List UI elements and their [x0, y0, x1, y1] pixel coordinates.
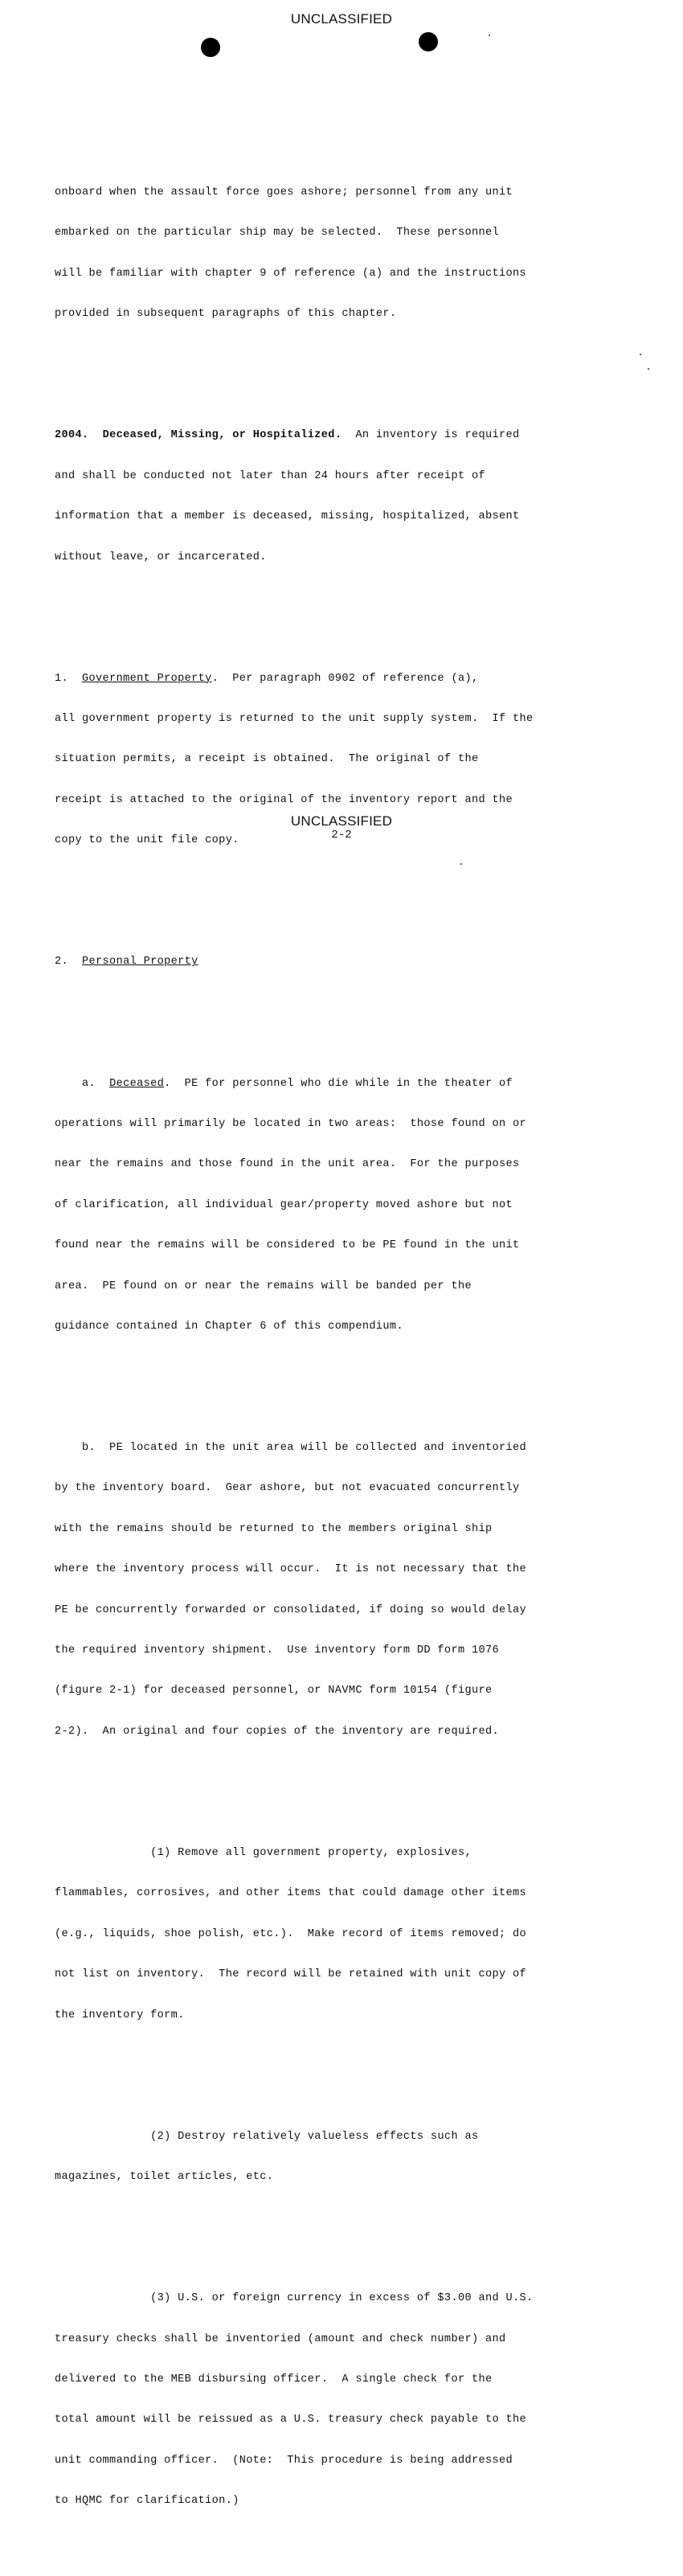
text-line: with the remains should be returned to the members original ship — [55, 1522, 493, 1535]
text-line: embarked on the particular ship may be selected. These personnel — [55, 227, 499, 240]
text-line: the required inventory shipment. Use inventory form DD form 1076 — [55, 1644, 499, 1657]
text-line: treasury checks shall be inventoried (amount and check number) and — [55, 2332, 506, 2345]
intro-paragraph — [55, 159, 625, 348]
subparagraph-title: Deceased — [109, 1077, 165, 1090]
text-line: (2) Destroy relatively valueless effects such as — [55, 2130, 479, 2143]
top-classification-marking: UNCLASSIFIED — [290, 11, 393, 27]
punch-hole-left — [201, 38, 220, 57]
text-line: will be familiar with chapter 9 of reference (a) and the instructions — [55, 267, 527, 280]
text-line: not list on inventory. The record will be retained with unit copy of — [55, 1968, 527, 1981]
text-line: where the inventory process will occur. It is not necessary that the — [55, 1563, 527, 1576]
text-line: delivered to the MEB disbursing officer. A single check for the — [55, 2373, 493, 2386]
text-line: flammables, corrosives, and other items that could damage other items — [55, 1887, 527, 1900]
text-line: unit commanding officer. (Note: This procedure is being addressed — [55, 2454, 513, 2467]
text-line: the inventory form. — [55, 2009, 185, 2021]
subparagraph-label: a. — [55, 1077, 110, 1090]
text-line — [55, 429, 625, 443]
paragraph-number: 2. — [55, 956, 83, 969]
text-line — [55, 1078, 625, 1091]
text-line: by the inventory board. Gear ashore, but not evacuated concurrently — [55, 1482, 520, 1495]
text-line: total amount will be reissued as a U.S. treasury check payable to the — [55, 2414, 527, 2427]
text-line: without leave, or incarcerated. — [55, 551, 267, 563]
text-line: (3) U.S. or foreign currency in excess of $3.00 and U.S. — [55, 2292, 534, 2305]
paragraph-number: 1. — [55, 672, 83, 685]
paragraph-title: Personal Property — [82, 956, 198, 969]
subparagraph-b-3 — [55, 2266, 625, 2536]
text-line — [55, 673, 625, 686]
text-line: of clarification, all individual gear/property moved ashore but not — [55, 1198, 513, 1211]
text-line: and shall be conducted not later than 24 hours after receipt of — [55, 469, 485, 482]
paragraph-2-personal-property — [55, 929, 625, 997]
text-line: receipt is attached to the original of the inventory report and the — [55, 793, 513, 806]
punch-hole-right — [419, 32, 438, 51]
text-line: (e.g., liquids, shoe polish, etc.). Make record of items removed; do — [55, 1927, 527, 1940]
text-line: to HQMC for clarification.) — [55, 2495, 239, 2508]
text-line: provided in subsequent paragraphs of this chapter. — [55, 308, 397, 321]
section-number: 2004. — [55, 429, 89, 442]
text-line: onboard when the assault force goes ashore; personnel from any unit — [55, 186, 513, 199]
scan-speck — [640, 354, 641, 355]
paragraph-first-line: . Per paragraph 0902 of reference (a), — [211, 672, 479, 685]
scan-speck — [648, 368, 649, 370]
text-line: all government property is returned to the unit supply system. If the — [55, 713, 534, 726]
scan-speck — [489, 35, 490, 36]
text-line: copy to the unit file copy. — [55, 834, 239, 847]
section-first-line: An inventory is required — [342, 429, 520, 442]
subparagraph-first-line: . PE for personnel who die while in the theater of — [164, 1077, 513, 1090]
text-line: PE be concurrently forwarded or consolidated, if doing so would delay — [55, 1603, 527, 1616]
text-line: b. PE located in the unit area will be collected and inventoried — [55, 1442, 527, 1455]
text-line: magazines, toilet articles, etc. — [55, 2171, 274, 2184]
page-number: 2-2 — [331, 829, 352, 842]
text-line: (1) Remove all government property, explosives, — [55, 1847, 472, 1859]
text-line: area. PE found on or near the remains will be banded per the — [55, 1280, 472, 1292]
text-line: (figure 2-1) for deceased personnel, or NAVMC form 10154 (figure — [55, 1685, 493, 1698]
section-2004 — [55, 403, 625, 592]
text-line: found near the remains will be considered to be PE found in the unit — [55, 1239, 520, 1252]
text-line: information that a member is deceased, missing, hospitalized, absent — [55, 510, 520, 523]
subparagraph-a-deceased — [55, 1050, 625, 1361]
bottom-classification-marking: UNCLASSIFIED — [290, 813, 393, 829]
text-line — [55, 956, 625, 969]
subparagraph-b — [55, 1415, 625, 1767]
paragraph-title: Government Property — [82, 672, 212, 685]
text-line: near the remains and those found in the unit area. For the purposes — [55, 1158, 520, 1171]
text-line: 2-2). An original and four copies of the inventory are required. — [55, 1725, 499, 1738]
document-body — [55, 119, 625, 2576]
subparagraph-b-1 — [55, 1820, 625, 2050]
section-title: Deceased, Missing, or Hospitalized. — [102, 429, 342, 442]
text-line: situation permits, a receipt is obtained. The original of the — [55, 753, 479, 766]
text-line: operations will primarily be located in two areas: those found on or — [55, 1117, 527, 1130]
subparagraph-b-2 — [55, 2103, 625, 2211]
text-line: guidance contained in Chapter 6 of this compendium. — [55, 1320, 403, 1333]
